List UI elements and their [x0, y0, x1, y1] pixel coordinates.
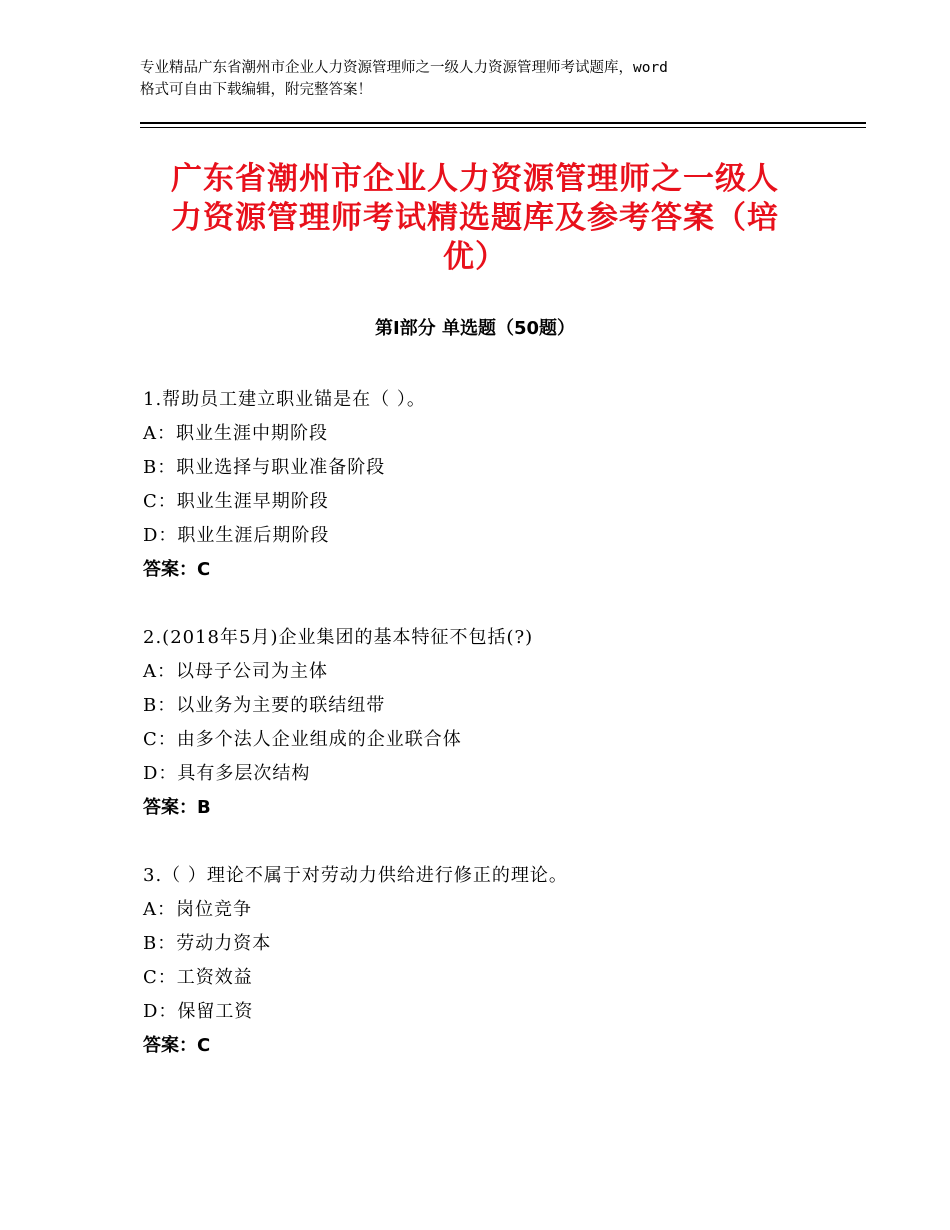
document-title-line-3: 优） [443, 239, 507, 275]
document-title-line-2: 力资源管理师考试精选题库及参考答案（培 [171, 200, 779, 236]
option-d: D：保留工资 [143, 1001, 254, 1022]
header-divider-thin [140, 127, 866, 128]
header-note-line-2: 格式可自由下载编辑，附完整答案！ [140, 82, 372, 98]
option-a: A：职业生涯中期阶段 [143, 423, 328, 444]
document-title-line-1: 广东省潮州市企业人力资源管理师之一级人 [171, 161, 779, 197]
option-d: D：职业生涯后期阶段 [143, 525, 330, 546]
question-stem: 3.（ ）理论不属于对劳动力供给进行修正的理论。 [143, 865, 568, 886]
option-b: B：以业务为主要的联结纽带 [143, 695, 386, 716]
option-c: C：职业生涯早期阶段 [143, 491, 329, 512]
document-title [130, 160, 820, 277]
section-heading: 第Ⅰ部分 单选题（50题） [374, 318, 575, 339]
question-stem: 2.(2018年5月)企业集团的基本特征不包括(?) [143, 627, 534, 648]
header-note [140, 57, 830, 101]
answer: 答案：C [143, 559, 211, 580]
question-2 [143, 621, 843, 825]
option-c: C：工资效益 [143, 967, 253, 988]
header-divider-thick [140, 122, 866, 124]
option-d: D：具有多层次结构 [143, 763, 311, 784]
question-3 [143, 859, 843, 1063]
answer: 答案：B [143, 797, 211, 818]
option-c: C：由多个法人企业组成的企业联合体 [143, 729, 462, 750]
question-stem: 1.帮助员工建立职业锚是在（ ）。 [143, 389, 426, 410]
option-b: B：职业选择与职业准备阶段 [143, 457, 386, 478]
option-a: A：岗位竞争 [143, 899, 252, 920]
question-list [143, 383, 843, 1097]
option-a: A：以母子公司为主体 [143, 661, 328, 682]
header-note-line-1: 专业精品广东省潮州市企业人力资源管理师之一级人力资源管理师考试题库，word [140, 60, 668, 76]
question-1 [143, 383, 843, 587]
answer: 答案：C [143, 1035, 211, 1056]
option-b: B：劳动力资本 [143, 933, 272, 954]
